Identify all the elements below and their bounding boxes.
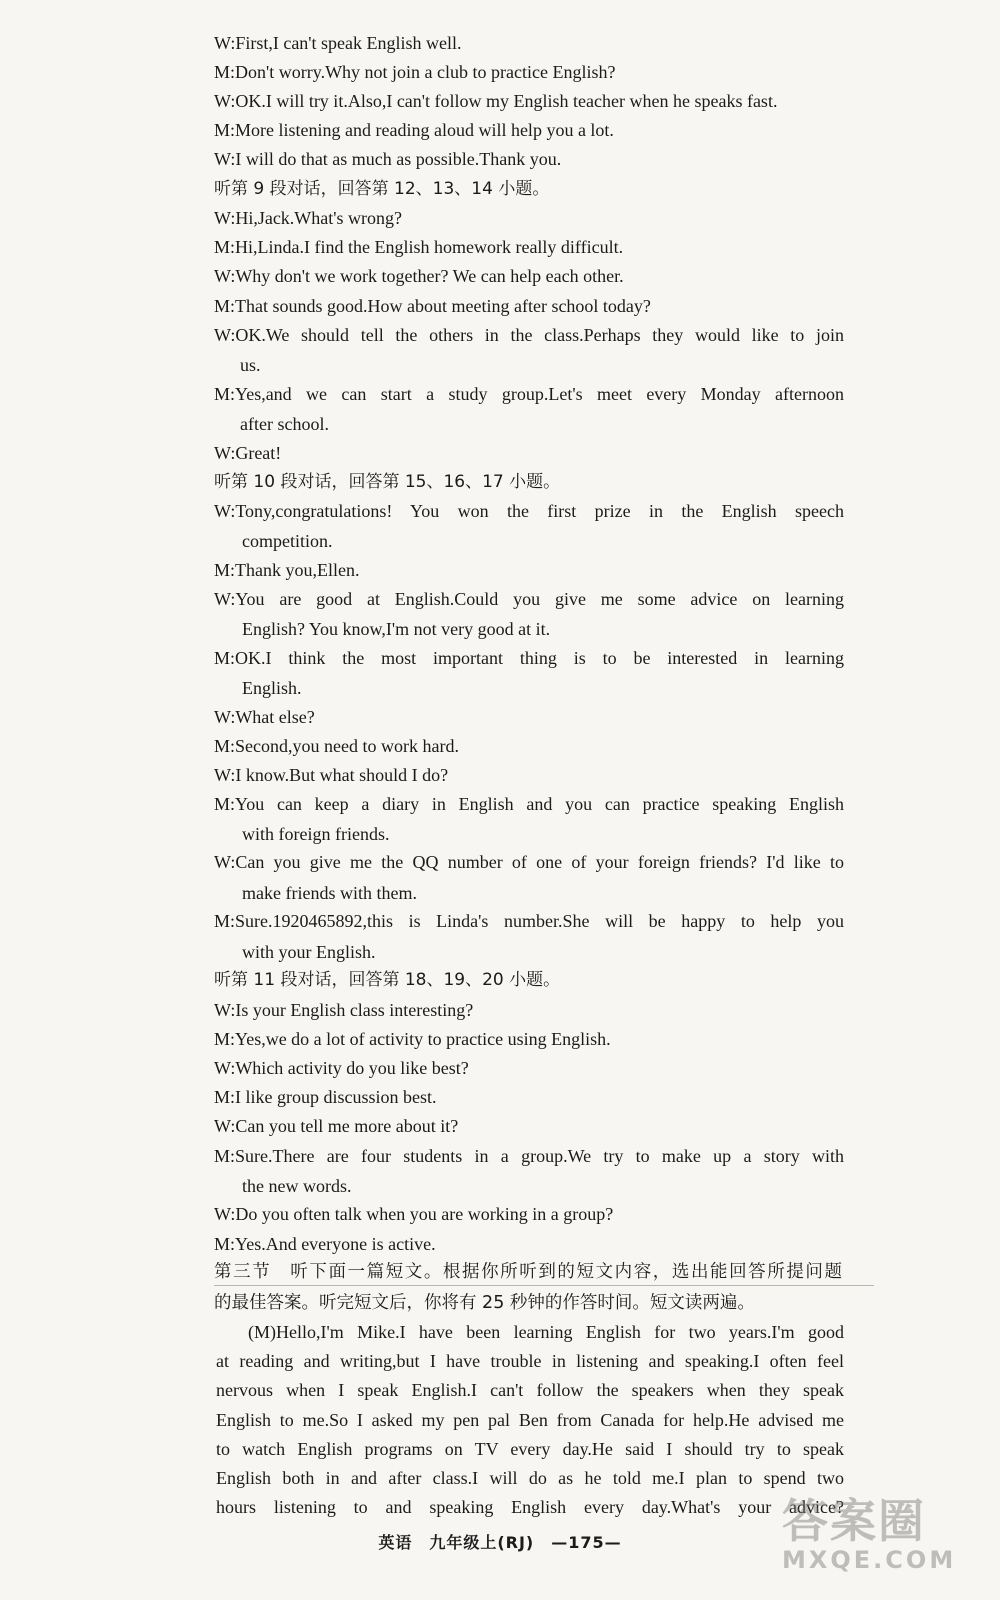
passage-line: English both in and after class.I will do as he told me.I plan to spend two [216,1468,844,1488]
section-header-10: 听第 10 段对话，回答第 15、16、17 小题。 [214,472,561,492]
passage-line: nervous when I speak English.I can't follow the speakers when they speak [216,1380,844,1400]
dialogue-line: W:Which activity do you like best? [214,1058,469,1078]
dialogue-line: W:Can you tell me more about it? [214,1116,459,1136]
dialogue-line: M:That sounds good.How about meeting after school today? [214,296,651,316]
section-header-11: 听第 11 段对话，回答第 18、19、20 小题。 [214,970,561,990]
dialogue-line: M:More listening and reading aloud will help you a lot. [214,120,614,140]
dialogue-line: W:Why don't we work together? We can help each other. [214,266,624,286]
dialogue-line-continued: with foreign friends. [242,824,390,844]
dialogue-line: W:What else? [214,707,315,727]
dialogue-line-continued: make friends with them. [242,883,417,903]
passage-line: (M)Hello,I'm Mike.I have been learning English for two years.I'm good [248,1322,844,1342]
dialogue-line: W:OK.I will try it.Also,I can't follow my English teacher when he speaks fast. [214,91,778,111]
dialogue-line: W:I know.But what should I do? [214,765,449,785]
divider [214,1285,874,1286]
section-three-instructions: 第三节 听下面一篇短文。根据你所听到的短文内容，选出能回答所提问题 [214,1262,842,1282]
dialogue-line-continued: after school. [240,414,329,434]
dialogue-line: W:Great! [214,443,282,463]
section-three-instructions: 的最佳答案。听完短文后，你将有 25 秒钟的作答时间。短文读两遍。 [214,1293,755,1313]
dialogue-line: W:Is your English class interesting? [214,1000,474,1020]
dialogue-line: W:Can you give me the QQ number of one of your foreign friends? I'd like to [214,852,844,872]
dialogue-line: M:I like group discussion best. [214,1087,437,1107]
dialogue-line-continued: English? You know,I'm not very good at it. [242,619,551,639]
dialogue-line: W:First,I can't speak English well. [214,33,462,53]
passage-line: at reading and writing,but I have trouble in listening and speaking.I often feel [216,1351,844,1371]
dialogue-line: M:You can keep a diary in English and you can practice speaking English [214,794,844,814]
page-footer: 英语 九年级上(RJ) —175— [378,1533,622,1552]
passage-line: hours listening to and speaking English every day.What's your advice? [216,1497,844,1517]
watermark-logo [782,1496,982,1586]
dialogue-line: W:You are good at English.Could you give me some advice on learning [214,589,844,609]
passage-line: English to me.So I asked my pen pal Ben from Canada for help.He advised me [216,1410,844,1430]
dialogue-line-continued: the new words. [242,1176,352,1196]
passage-line: to watch English programs on TV every day.He said I should try to speak [216,1439,844,1459]
dialogue-line: M:Sure.1920465892,this is Linda's number.She will be happy to help you [214,911,844,931]
dialogue-line: M:Yes.And everyone is active. [214,1234,436,1254]
dialogue-line-continued: with your English. [242,942,376,962]
dialogue-line: M:Yes,we do a lot of activity to practice using English. [214,1029,611,1049]
dialogue-line-continued: competition. [242,531,333,551]
dialogue-line: M:OK.I think the most important thing is to be interested in learning [214,648,844,668]
dialogue-line: M:Second,you need to work hard. [214,736,459,756]
dialogue-line: W:Hi,Jack.What's wrong? [214,208,403,228]
dialogue-line: W:Tony,congratulations! You won the first prize in the English speech [214,501,844,521]
watermark-text: 答案圈 [782,1494,926,1548]
dialogue-line: M:Don't worry.Why not join a club to practice English? [214,62,616,82]
dialogue-line: M:Yes,and we can start a study group.Let's meet every Monday afternoon [214,384,844,404]
dialogue-line: W:I will do that as much as possible.Thank you. [214,149,562,169]
watermark-url: MXQE.COM [782,1546,957,1574]
dialogue-line-continued: us. [240,355,261,375]
dialogue-line: W:Do you often talk when you are working in a group? [214,1204,614,1224]
dialogue-line-continued: English. [242,678,302,698]
dialogue-line: M:Hi,Linda.I find the English homework really difficult. [214,237,624,257]
dialogue-line: W:OK.We should tell the others in the class.Perhaps they would like to join [214,325,844,345]
dialogue-line: M:Thank you,Ellen. [214,560,360,580]
section-header-9: 听第 9 段对话，回答第 12、13、14 小题。 [214,179,550,199]
dialogue-line: M:Sure.There are four students in a group.We try to make up a story with [214,1146,844,1166]
